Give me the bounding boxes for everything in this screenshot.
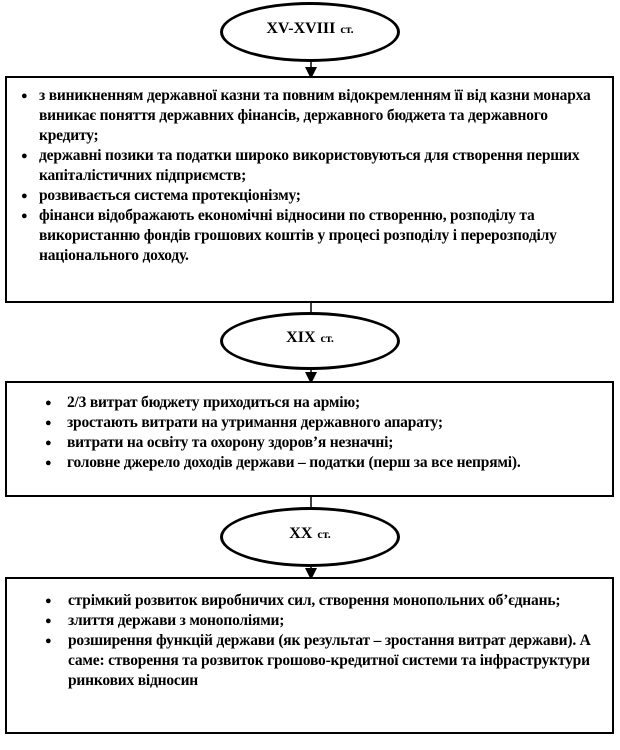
bullet-icon: ● — [45, 457, 52, 469]
period-suffix-3: ст. — [317, 526, 331, 541]
list-item: ● 2/3 витрат бюджету приходиться на армію; — [45, 394, 360, 411]
bullet-icon: ● — [45, 397, 52, 409]
bullet-icon: ● — [45, 437, 52, 449]
list-item: ● державні позики та податки широко використовуються для створення перших капіталістичних підприємств; — [21, 147, 580, 184]
list-item: ● зростають витрати на утримання державного апарату; — [45, 414, 443, 431]
list-item: ● розширення функцій держави (як результат – зростання витрат держави). А саме: створення та розвиток грошово-кредитної системи та інфраструктури ринкових відносин — [45, 632, 591, 689]
bullet-icon: ● — [45, 595, 52, 607]
period-list-2 — [7, 393, 604, 473]
period-list-1 — [7, 86, 604, 266]
period-label-1: XV-XVIII — [266, 20, 336, 37]
bullet-icon: ● — [21, 190, 28, 202]
bullet-icon: ● — [45, 417, 52, 429]
period-box-2 — [5, 381, 614, 497]
period-ellipse-1 — [220, 2, 400, 62]
period-box-1 — [5, 76, 614, 303]
list-item: ● витрати на освіту та охорону здоров’я незначні; — [45, 434, 394, 451]
period-suffix-2: ст. — [320, 330, 334, 345]
period-ellipse-3 — [220, 507, 400, 567]
period-list-3 — [7, 591, 604, 691]
list-item: ● розвивається система протекціонізму; — [21, 187, 301, 204]
period-suffix-1: ст. — [340, 21, 354, 36]
list-item: ● злиття держави з монополіями; — [45, 612, 285, 629]
list-item: ● головне джерело доходів держави – податки (перш за все непрямі). — [45, 454, 521, 471]
list-item: ● фінанси відображають економічні відносини по створенню, розподілу та використанню фондів грошових коштів у процесі розподілу і перерозподілу національного доходу. — [21, 207, 557, 264]
period-label-2: XIX — [286, 329, 316, 346]
bullet-icon: ● — [45, 615, 52, 627]
list-item: ● з виникненням державної казни та повним відокремленням її від казни монарха виникає поняття державних фінансів, державного бюджета та державного кредиту; — [21, 87, 591, 144]
list-item: ● стрімкий розвиток виробничих сил, створення монопольних об’єднань; — [45, 592, 561, 609]
bullet-icon: ● — [21, 150, 28, 162]
bullet-icon: ● — [21, 210, 28, 222]
period-box-3 — [5, 577, 614, 734]
bullet-icon: ● — [45, 635, 52, 647]
bullet-icon: ● — [21, 90, 28, 102]
period-ellipse-2 — [220, 312, 400, 370]
period-label-3: XX — [289, 525, 313, 542]
